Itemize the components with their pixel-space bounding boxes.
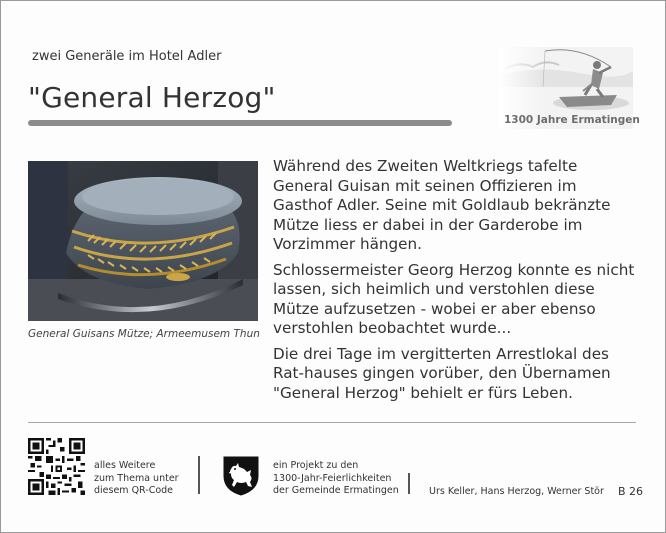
footer-separator [198, 456, 200, 494]
coat-of-arms-icon [223, 456, 259, 496]
story-paragraph: Schlossermeister Georg Herzog konnte es nicht lassen, sich heimlich und verstohlen diese Mütze aufzusetzen - wobei er aber ebenso verstohlen beobachtet wurde... [273, 260, 635, 337]
project-note-line: 1300-Jahr-Feierlichkeiten [273, 472, 392, 484]
qr-hint-line: alles Weitere [94, 460, 156, 471]
title-underline [28, 120, 452, 126]
story-paragraph: Während des Zweiten Weltkriegs tafelte General Guisan mit seinen Offizieren im Gasthof Adler. Seine mit Goldlaub bekränzte Mütze liess er dabei in der Garderobe im Vorzimmer hängen. [273, 157, 611, 253]
qr-hint-line: zum Thema unter [94, 472, 179, 484]
page-title: "General Herzog" [28, 81, 276, 114]
story-paragraph: Die drei Tage im vergitterten Arrestlokal des Rat-hauses gingen vorüber, den Übernamen "General Herzog" behielt er fürs Leben. [273, 344, 611, 402]
general-cap-photo [28, 161, 258, 321]
photo-caption: General Guisans Mütze; Armeemusem Thun [28, 328, 260, 340]
footer-separator [408, 473, 410, 494]
subtitle: zwei Generäle im Hotel Adler [32, 49, 222, 64]
page-number: B 26 [618, 485, 644, 498]
authors: Urs Keller, Hans Herzog, Werner Stör [429, 486, 604, 497]
story-text [273, 157, 638, 409]
logo-caption: 1300 Jahre Ermatingen [504, 114, 640, 126]
project-note-line: der Gemeinde Ermatingen [273, 485, 399, 496]
qr-hint-line: diesem QR-Code [94, 485, 174, 496]
project-note [273, 460, 399, 498]
qr-hint [94, 460, 179, 498]
footer-divider [28, 422, 636, 423]
project-note-line: ein Projekt zu den [273, 460, 359, 471]
qr-code[interactable] [28, 438, 85, 495]
